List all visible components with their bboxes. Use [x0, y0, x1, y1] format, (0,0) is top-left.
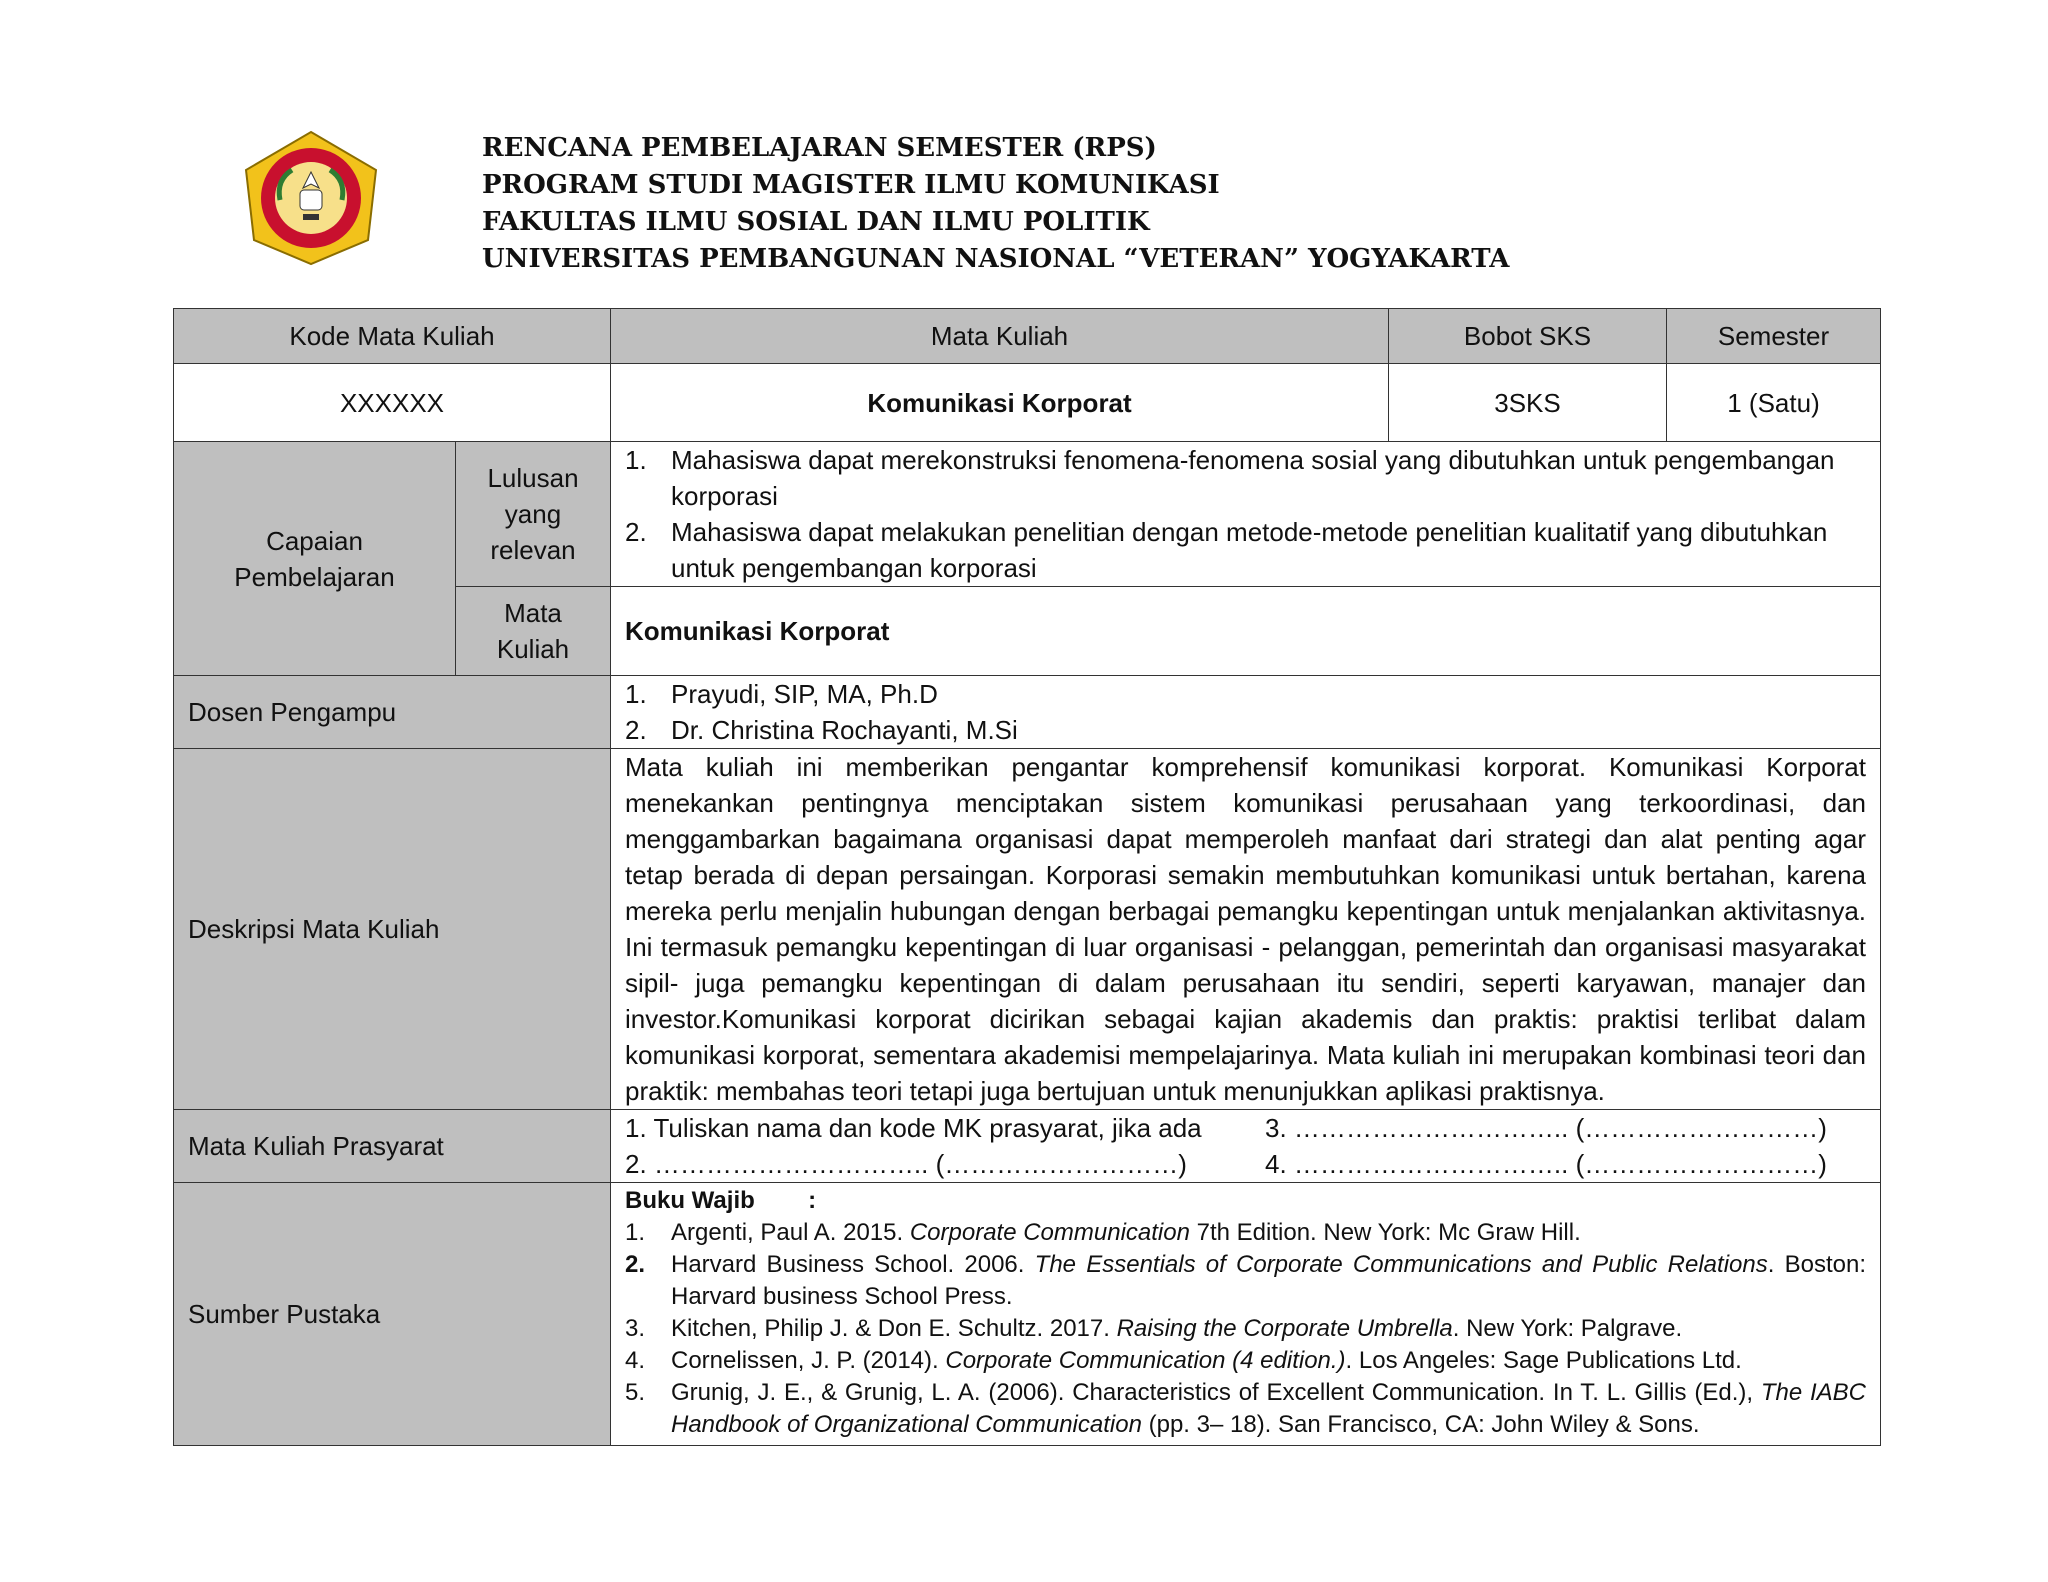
- reference-publisher: . Boston: Harvard business School Press.: [671, 1251, 1866, 1310]
- reference-text: [671, 1249, 1866, 1313]
- lulusan-label-line-1: Lulusan: [487, 463, 579, 493]
- list-number: 1.: [625, 679, 647, 709]
- capaian-row-1: [174, 442, 1881, 587]
- list-number: 2.: [625, 1251, 646, 1278]
- course-name: Komunikasi Korporat: [611, 364, 1389, 442]
- course-semester: 1 (Satu): [1667, 364, 1881, 442]
- list-item: [625, 1377, 1866, 1441]
- reference-author: Argenti, Paul A. 2015.: [671, 1219, 910, 1246]
- header-kode: Kode Mata Kuliah: [174, 309, 611, 364]
- list-text: Mahasiswa dapat melakukan penelitian dengan metode-metode penelitian kualitatif yang dibutuhkan untuk pengembangan korporasi: [671, 517, 1828, 583]
- lulusan-label-line-2: yang: [504, 499, 562, 529]
- title-line-2: PROGRAM STUDI MAGISTER ILMU KOMUNIKASI: [482, 170, 1220, 200]
- deskripsi-row: [174, 749, 1881, 1110]
- reference-author: Grunig, J. E., & Grunig, L. A. (2006). Characteristics of Excellent Communication. In T. L. Gillis (Ed.),: [671, 1379, 1761, 1406]
- list-item: [625, 514, 1866, 586]
- lulusan-content: [611, 442, 1881, 587]
- university-seal-icon: [240, 130, 382, 266]
- list-number: 5.: [625, 1379, 646, 1406]
- course-row: [174, 364, 1881, 442]
- deskripsi-label: Deskripsi Mata Kuliah: [174, 749, 611, 1110]
- prasyarat-content: [611, 1110, 1881, 1183]
- reference-title: Corporate Communication (4 edition.): [945, 1347, 1346, 1374]
- reference-publisher: . Los Angeles: Sage Publications Ltd.: [1345, 1347, 1742, 1374]
- list-text: Prayudi, SIP, MA, Ph.D: [671, 679, 938, 709]
- reference-author: Harvard Business School. 2006.: [671, 1251, 1035, 1278]
- dosen-row: [174, 676, 1881, 749]
- prasyarat-grid: [625, 1110, 1866, 1182]
- reference-author: Cornelissen, J. P. (2014).: [671, 1347, 946, 1374]
- list-text: Dr. Christina Rochayanti, M.Si: [671, 715, 1018, 745]
- lulusan-list: [625, 442, 1866, 586]
- list-item: [625, 1217, 1866, 1249]
- prasyarat-item-1: 1. Tuliskan nama dan kode MK prasyarat, jika ada: [625, 1113, 1202, 1143]
- list-number: 1.: [625, 445, 647, 475]
- mk-label-line-1: Mata: [504, 598, 562, 628]
- list-item: [625, 676, 1866, 712]
- pustaka-content: [611, 1183, 1881, 1446]
- capaian-label: [174, 442, 456, 676]
- dosen-content: [611, 676, 1881, 749]
- header-semester: Semester: [1667, 309, 1881, 364]
- reference-text: [671, 1217, 1866, 1249]
- title-line-1: RENCANA PEMBELAJARAN SEMESTER (RPS): [482, 133, 1157, 163]
- prasyarat-item-3: 3. ………………………….. (………………………): [1265, 1113, 1827, 1143]
- mk-value: Komunikasi Korporat: [611, 587, 1881, 676]
- deskripsi-text: Mata kuliah ini memberikan pengantar komprehensif komunikasi korporat. Komunikasi Korporat menekankan pentingnya menciptakan sistem komunikasi perusahaan yang terkoordinasi, dan menggambarkan bagaimana organisasi dapat memperoleh manfaat dari strategi dan alat penting agar tetap berada di depan persaingan. Korporasi semakin membutuhkan komunikasi untuk bertahan, karena mereka perlu menjalin hubungan dengan berbagai pemangku kepentingan untuk menjalankan aktivitasnya. Ini termasuk pemangku kepentingan di luar organisasi - pelanggan, pemerintah dan organisasi masyarakat sipil- juga pemangku kepentingan di dalam perusahaan itu sendiri, seperti karyawan, manajer dan investor.Komunikasi korporat dicirikan sebagai kajian akademis dan praktis: praktisi terlibat dalam komunikasi korporat, sementara akademisi mempelajarinya. Mata kuliah ini merupakan kombinasi teori dan praktik: membahas teori tetapi juga bertujuan untuk menunjukkan aplikasi praktisnya.: [611, 749, 1881, 1110]
- reference-text: [671, 1313, 1866, 1345]
- course-bobot: 3SKS: [1389, 364, 1667, 442]
- reference-title: Corporate Communication: [909, 1219, 1190, 1246]
- document-title: [482, 130, 1509, 278]
- list-number: 2.: [625, 715, 647, 745]
- prasyarat-item-4: 4. ………………………….. (………………………): [1265, 1149, 1827, 1179]
- course-kode: XXXXXX: [174, 364, 611, 442]
- dosen-list: [625, 676, 1866, 748]
- reference-author: Kitchen, Philip J. & Don E. Schultz. 2017.: [671, 1315, 1117, 1342]
- list-number: 3.: [625, 1315, 646, 1342]
- mk-label-line-2: Kuliah: [496, 634, 570, 664]
- reference-publisher: . New York: Palgrave.: [1452, 1315, 1683, 1342]
- prasyarat-row: [174, 1110, 1881, 1183]
- capaian-label-line-1: Capaian: [266, 525, 363, 556]
- mk-label: [456, 587, 611, 676]
- header-bobot: Bobot SKS: [1389, 309, 1667, 364]
- list-item: [625, 1345, 1866, 1377]
- title-line-4: UNIVERSITAS PEMBANGUNAN NASIONAL “VETERAN” YOGYAKARTA: [482, 244, 1510, 274]
- header-mata-kuliah: Mata Kuliah: [611, 309, 1389, 364]
- lulusan-label: [456, 442, 611, 587]
- reference-publisher: 7th Edition. New York: Mc Graw Hill.: [1189, 1219, 1581, 1246]
- header-row: [174, 309, 1881, 364]
- lulusan-label-line-3: relevan: [490, 535, 576, 565]
- list-text: Mahasiswa dapat merekonstruksi fenomena-fenomena sosial yang dibutuhkan untuk pengembangan korporasi: [671, 445, 1835, 511]
- list-number: 1.: [625, 1219, 646, 1246]
- pustaka-heading: Buku Wajib :: [625, 1187, 817, 1214]
- title-line-3: FAKULTAS ILMU SOSIAL DAN ILMU POLITIK: [482, 207, 1150, 237]
- pustaka-row: [174, 1183, 1881, 1446]
- pustaka-label: Sumber Pustaka: [174, 1183, 611, 1446]
- list-item: [625, 1313, 1866, 1345]
- list-item: [625, 712, 1866, 748]
- prasyarat-item-2: 2. ………………………….. (………………………): [625, 1149, 1187, 1179]
- prasyarat-label: Mata Kuliah Prasyarat: [174, 1110, 611, 1183]
- dosen-label: Dosen Pengampu: [174, 676, 611, 749]
- reference-publisher: (pp. 3– 18). San Francisco, CA: John Wiley & Sons.: [1141, 1411, 1700, 1438]
- list-item: [625, 1249, 1866, 1313]
- reference-text: [671, 1345, 1866, 1377]
- reference-text: [671, 1377, 1866, 1441]
- reference-title: The Essentials of Corporate Communications and Public Relations: [1034, 1251, 1768, 1278]
- reference-title: The IABC Handbook of Organizational Communication: [671, 1379, 1866, 1438]
- list-item: [625, 442, 1866, 514]
- reference-list: [625, 1217, 1866, 1441]
- reference-title: Raising the Corporate Umbrella: [1116, 1315, 1453, 1342]
- rps-table: [173, 308, 1881, 1446]
- capaian-label-line-2: Pembelajaran: [234, 561, 395, 592]
- list-number: 4.: [625, 1347, 646, 1374]
- list-number: 2.: [625, 517, 647, 547]
